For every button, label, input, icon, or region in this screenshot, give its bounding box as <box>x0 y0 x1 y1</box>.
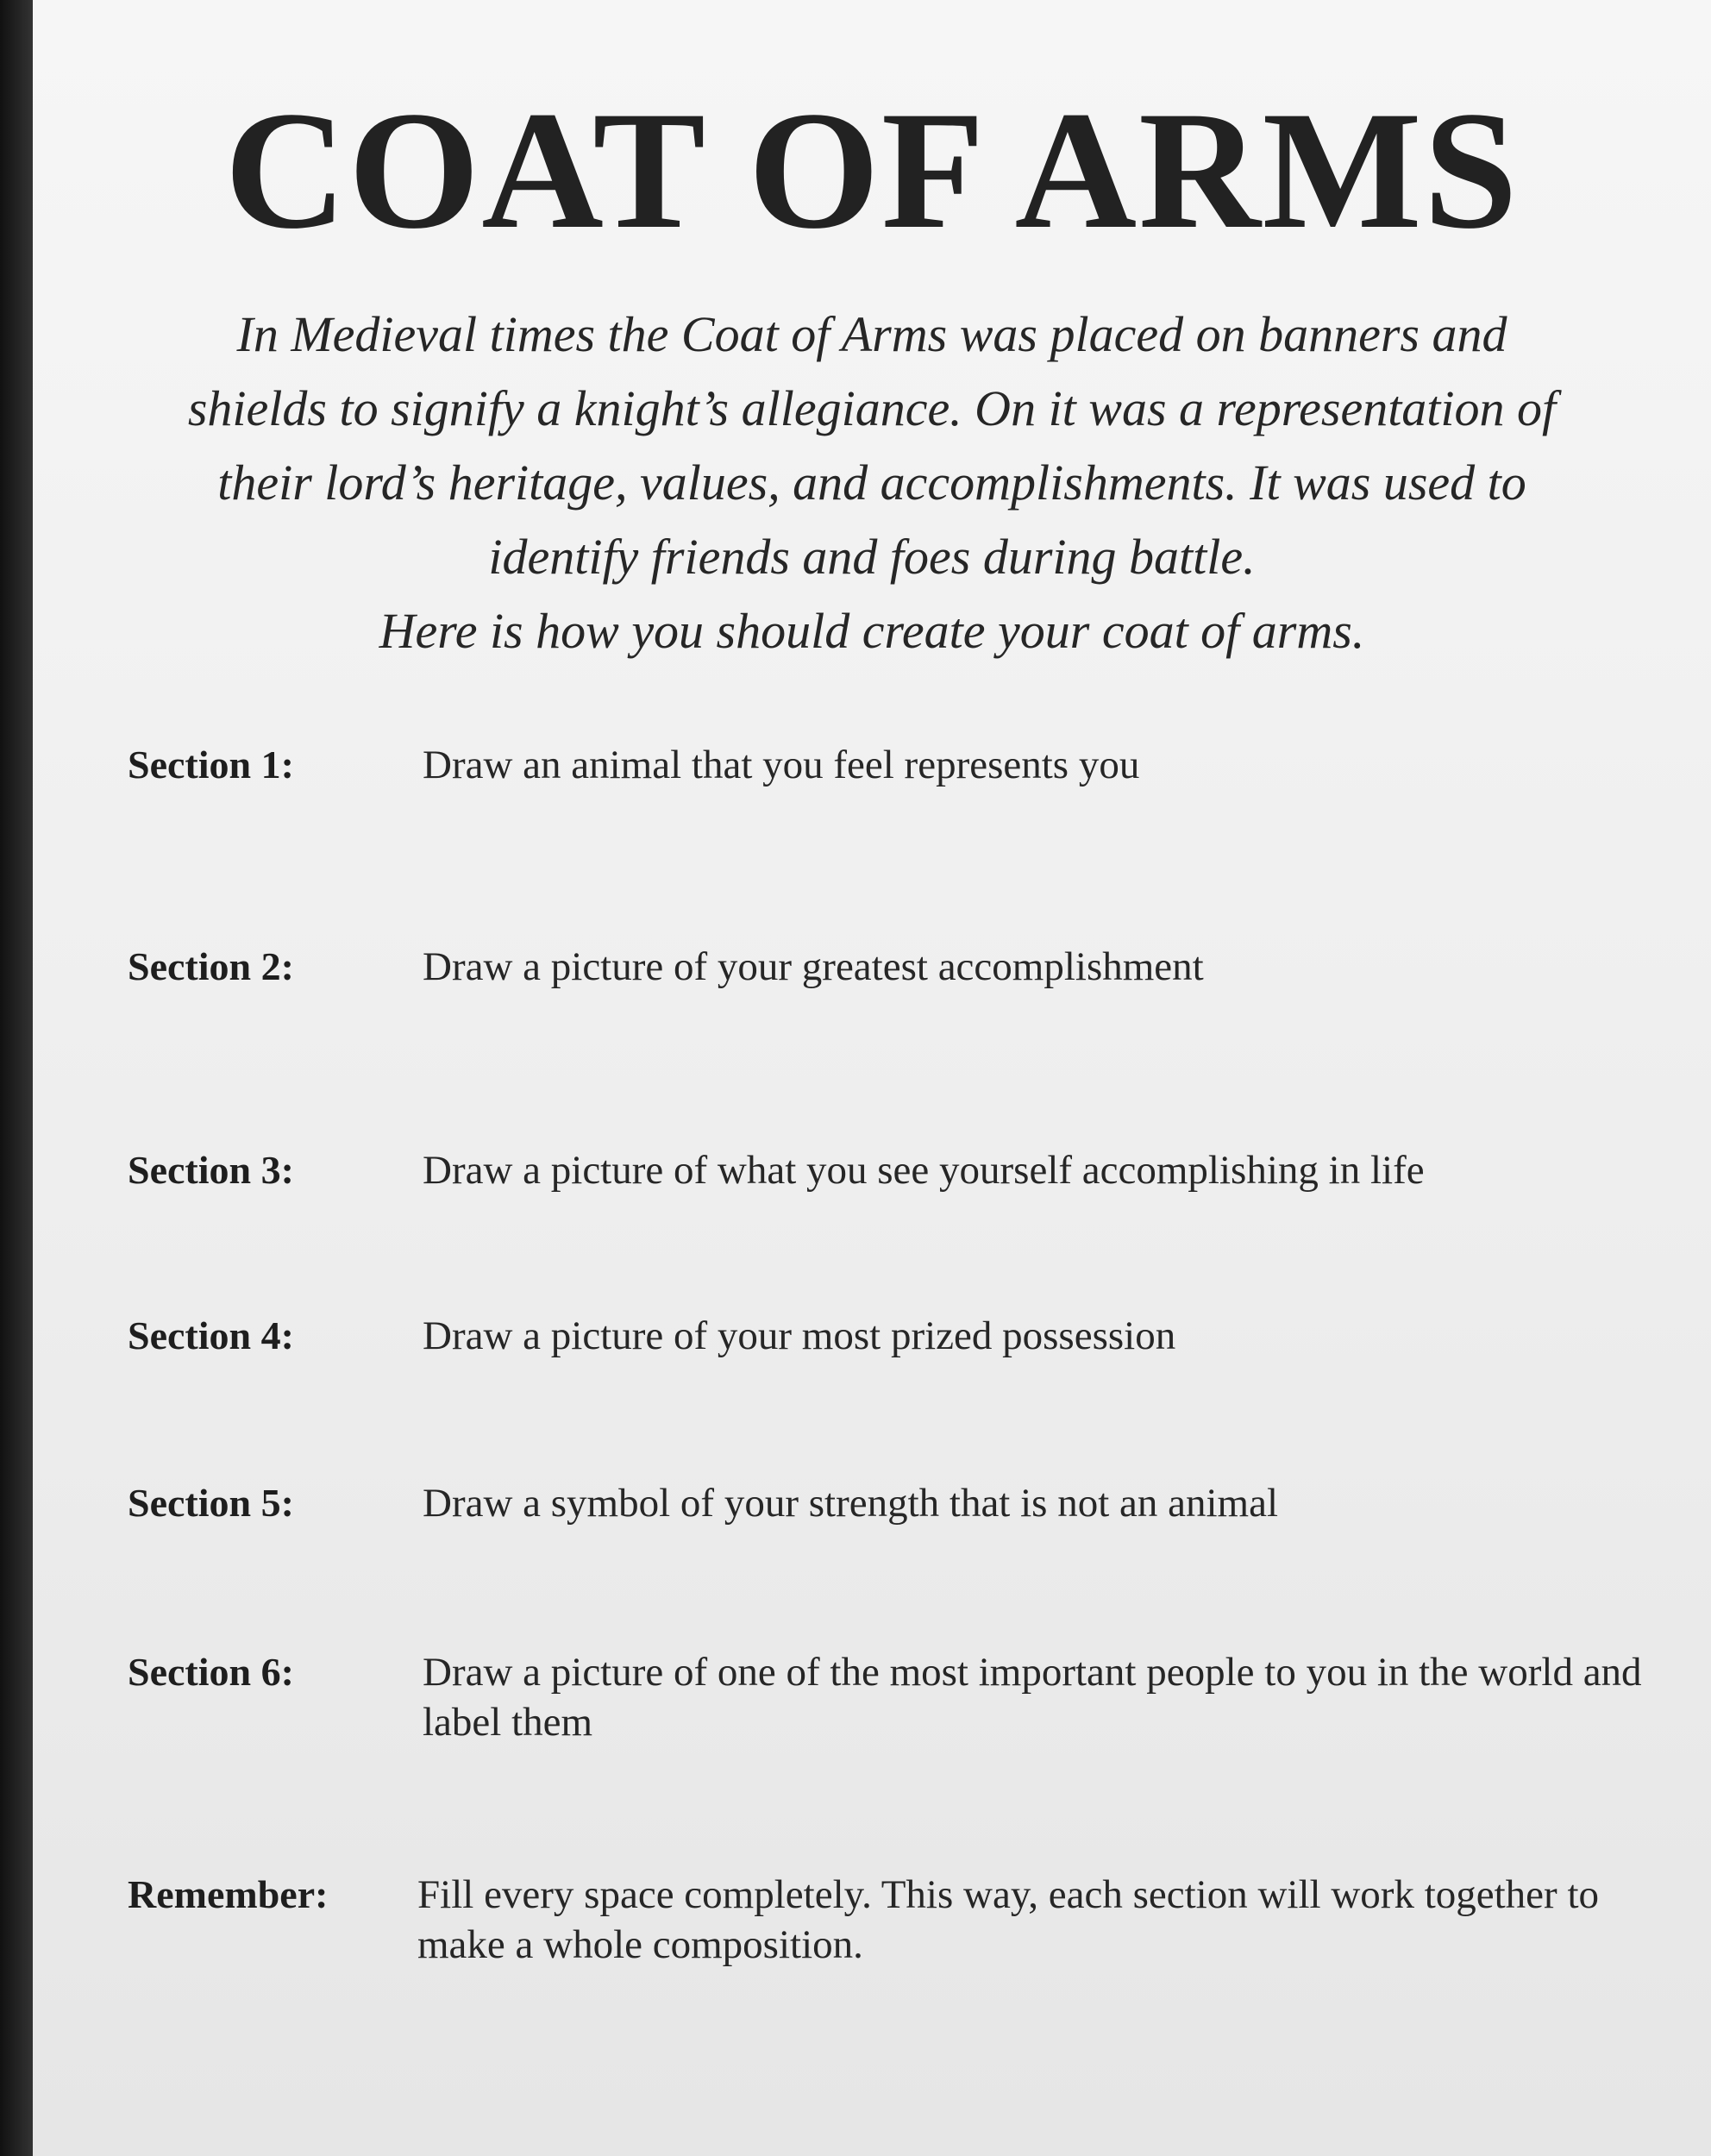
section-4-label: Section 4: <box>128 1313 294 1357</box>
section-2-text: Draw a picture of your greatest accomplishment <box>423 944 1204 989</box>
section-4-text: Draw a picture of your most prized possession <box>423 1313 1176 1358</box>
intro-line: In Medieval times the Coat of Arms was placed on banners and <box>236 306 1507 362</box>
section-6-label: Section 6: <box>128 1650 294 1694</box>
remember-text: Fill every space completely. This way, each section will work together to make a whole composition. <box>417 1872 1599 1967</box>
section-2-label: Section 2: <box>128 944 294 988</box>
section-1-text: Draw an animal that you feel represents you <box>423 743 1140 787</box>
intro-line: their lord’s heritage, values, and accomplishments. It was used to <box>217 454 1526 511</box>
section-1-label: Section 1: <box>128 743 294 787</box>
section-6-text: Draw a picture of one of the most important people to you in the world and label them <box>423 1650 1642 1745</box>
page-title: COAT OF ARMS <box>224 77 1520 264</box>
section-5-label: Section 5: <box>128 1481 294 1525</box>
section-3-text: Draw a picture of what you see yourself accomplishing in life <box>423 1148 1425 1193</box>
handout-page <box>33 0 1711 2156</box>
section-3-label: Section 3: <box>128 1148 294 1192</box>
remember-label: Remember: <box>128 1872 329 1916</box>
intro-line: identify friends and foes during battle. <box>488 529 1256 585</box>
intro-line: Here is how you should create your coat of arms. <box>379 603 1365 659</box>
section-5-text: Draw a symbol of your strength that is not an animal <box>423 1481 1279 1526</box>
page-edge-shadow <box>0 0 33 2156</box>
intro-paragraph <box>136 298 1608 668</box>
intro-line: shields to signify a knight’s allegiance. On it was a representation of <box>187 380 1557 436</box>
